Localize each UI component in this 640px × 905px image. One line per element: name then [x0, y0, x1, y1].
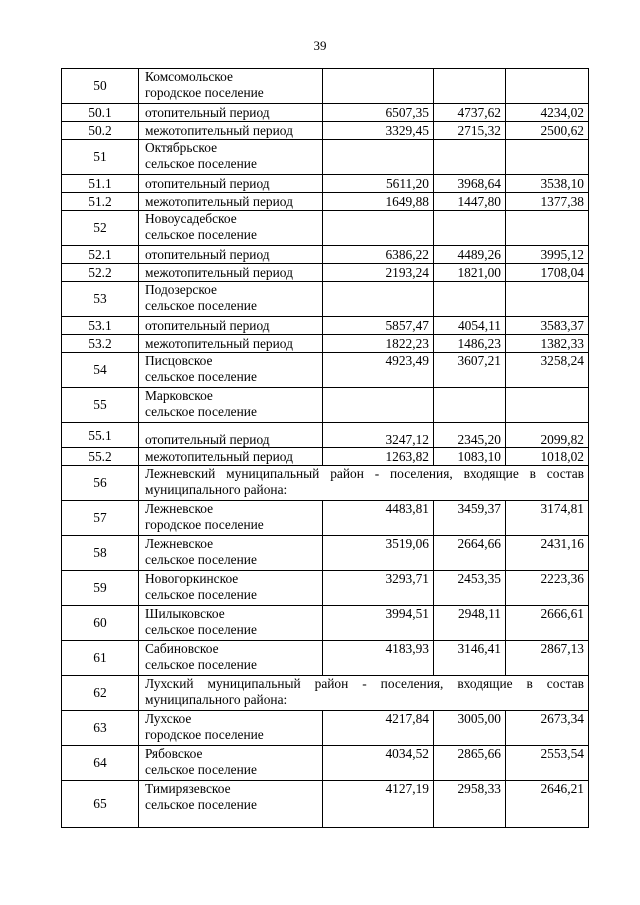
name-line-1: отопительный период [145, 247, 270, 262]
value-cell: 4489,26 [434, 246, 506, 264]
value-cell: 5611,20 [323, 175, 434, 193]
name-line-2: городское поселение [145, 85, 264, 100]
name-line-1: Шилыковское [145, 606, 225, 621]
value-cell: 3258,24 [506, 353, 589, 388]
value-cell: 2867,13 [506, 641, 589, 676]
settlement-name [139, 193, 323, 211]
value-cell [323, 140, 434, 175]
value-cell: 3247,12 [323, 423, 434, 448]
table-row [62, 264, 589, 282]
name-line-2: городское поселение [145, 517, 264, 532]
settlement-name [139, 711, 323, 746]
value-cell: 4034,52 [323, 746, 434, 781]
value-cell: 2664,66 [434, 536, 506, 571]
name-line-1: межотопительный период [145, 336, 293, 351]
value-cell: 1708,04 [506, 264, 589, 282]
value-cell: 6386,22 [323, 246, 434, 264]
value-cell [323, 282, 434, 317]
row-number: 62 [62, 676, 139, 711]
value-cell: 4217,84 [323, 711, 434, 746]
name-line-1: отопительный период [145, 105, 270, 120]
value-cell: 1377,38 [506, 193, 589, 211]
table-row [62, 676, 589, 711]
value-cell: 3329,45 [323, 122, 434, 140]
name-line-1: Рябовское [145, 746, 203, 761]
table-row [62, 746, 589, 781]
row-number: 51.1 [62, 175, 139, 193]
settlement-name [139, 423, 323, 448]
district-heading: Лежневский муниципальный район - поселения, входящие в состав муниципального района: [139, 466, 589, 501]
value-cell: 1382,33 [506, 335, 589, 353]
value-cell: 4483,81 [323, 501, 434, 536]
settlement-name [139, 264, 323, 282]
value-cell: 1083,10 [434, 448, 506, 466]
row-number: 59 [62, 571, 139, 606]
settlement-name [139, 571, 323, 606]
value-cell [323, 388, 434, 423]
table-row [62, 104, 589, 122]
name-line-2: сельское поселение [145, 587, 257, 602]
name-line-1: Новогоркинское [145, 571, 239, 586]
name-line-1: межотопительный период [145, 123, 293, 138]
value-cell: 1822,23 [323, 335, 434, 353]
value-cell: 2553,54 [506, 746, 589, 781]
value-cell: 2223,36 [506, 571, 589, 606]
row-number: 53.1 [62, 317, 139, 335]
name-line-1: межотопительный период [145, 194, 293, 209]
table-row [62, 571, 589, 606]
value-cell: 2958,33 [434, 781, 506, 828]
value-cell: 2453,35 [434, 571, 506, 606]
value-cell [506, 140, 589, 175]
settlement-name [139, 448, 323, 466]
settlement-name [139, 606, 323, 641]
table-row [62, 388, 589, 423]
row-number: 53.2 [62, 335, 139, 353]
value-cell [506, 282, 589, 317]
row-number: 64 [62, 746, 139, 781]
value-cell: 1263,82 [323, 448, 434, 466]
row-number: 56 [62, 466, 139, 501]
value-cell [434, 388, 506, 423]
name-line-1: отопительный период [145, 432, 270, 447]
table-row [62, 122, 589, 140]
row-number: 55.1 [62, 423, 139, 448]
row-number: 52.1 [62, 246, 139, 264]
settlement-name [139, 317, 323, 335]
settlement-name [139, 641, 323, 676]
name-line-2: сельское поселение [145, 156, 257, 171]
value-cell: 2193,24 [323, 264, 434, 282]
value-cell [506, 388, 589, 423]
value-cell: 2666,61 [506, 606, 589, 641]
value-cell: 2865,66 [434, 746, 506, 781]
value-cell: 4054,11 [434, 317, 506, 335]
name-line-1: Лежневское [145, 501, 214, 516]
settlement-name [139, 69, 323, 104]
settlement-name [139, 353, 323, 388]
name-line-2: сельское поселение [145, 762, 257, 777]
row-number: 51.2 [62, 193, 139, 211]
table-row [62, 140, 589, 175]
value-cell: 4183,93 [323, 641, 434, 676]
row-number: 60 [62, 606, 139, 641]
name-line-2: сельское поселение [145, 657, 257, 672]
name-line-2: городское поселение [145, 727, 264, 742]
settlement-name [139, 501, 323, 536]
name-line-1: межотопительный период [145, 449, 293, 464]
value-cell: 3519,06 [323, 536, 434, 571]
row-number: 61 [62, 641, 139, 676]
settlement-name [139, 335, 323, 353]
value-cell: 5857,47 [323, 317, 434, 335]
name-line-1: Комсомольское [145, 69, 233, 84]
value-cell: 4127,19 [323, 781, 434, 828]
name-line-2: сельское поселение [145, 404, 257, 419]
name-line-1: межотопительный период [145, 265, 293, 280]
name-line-2: сельское поселение [145, 298, 257, 313]
name-line-1: Марковское [145, 388, 213, 403]
page-number: 39 [313, 38, 327, 53]
value-cell: 4923,49 [323, 353, 434, 388]
row-number: 58 [62, 536, 139, 571]
value-cell: 2646,21 [506, 781, 589, 828]
settlement-name [139, 122, 323, 140]
value-cell: 3174,81 [506, 501, 589, 536]
row-number: 51 [62, 140, 139, 175]
value-cell: 3968,64 [434, 175, 506, 193]
table-row [62, 211, 589, 246]
value-cell: 1447,80 [434, 193, 506, 211]
table-row [62, 246, 589, 264]
settlement-name [139, 388, 323, 423]
table-row [62, 501, 589, 536]
table-row [62, 641, 589, 676]
table-row [62, 448, 589, 466]
value-cell [323, 211, 434, 246]
value-cell [434, 69, 506, 104]
value-cell: 3607,21 [434, 353, 506, 388]
name-line-2: сельское поселение [145, 369, 257, 384]
table-row [62, 69, 589, 104]
name-line-1: Октябрьское [145, 140, 218, 155]
value-cell [434, 140, 506, 175]
name-line-1: Тимирязевское [145, 781, 231, 796]
settlement-name [139, 282, 323, 317]
table-row [62, 466, 589, 501]
district-heading: Лухский муниципальный район - поселения, входящие в состав муниципального района: [139, 676, 589, 711]
name-line-2: сельское поселение [145, 552, 257, 567]
name-line-2: сельское поселение [145, 227, 257, 242]
value-cell [506, 211, 589, 246]
row-number: 52.2 [62, 264, 139, 282]
table-row [62, 317, 589, 335]
name-line-2: сельское поселение [145, 622, 257, 637]
row-number: 54 [62, 353, 139, 388]
value-cell: 2099,82 [506, 423, 589, 448]
settlement-name [139, 104, 323, 122]
table-row [62, 193, 589, 211]
value-cell: 1486,23 [434, 335, 506, 353]
settlement-name [139, 175, 323, 193]
name-line-2: сельское поселение [145, 797, 257, 812]
name-line-1: Новоусадебское [145, 211, 237, 226]
value-cell: 3146,41 [434, 641, 506, 676]
value-cell: 6507,35 [323, 104, 434, 122]
value-cell [434, 282, 506, 317]
value-cell: 1649,88 [323, 193, 434, 211]
row-number: 50 [62, 69, 139, 104]
name-line-1: отопительный период [145, 318, 270, 333]
value-cell: 3995,12 [506, 246, 589, 264]
settlement-name [139, 746, 323, 781]
row-number: 57 [62, 501, 139, 536]
value-cell: 3538,10 [506, 175, 589, 193]
value-cell: 2948,11 [434, 606, 506, 641]
row-number: 52 [62, 211, 139, 246]
name-line-1: отопительный период [145, 176, 270, 191]
data-table [61, 68, 589, 828]
value-cell: 2673,34 [506, 711, 589, 746]
value-cell: 2431,16 [506, 536, 589, 571]
value-cell [323, 69, 434, 104]
value-cell: 4234,02 [506, 104, 589, 122]
value-cell: 3459,37 [434, 501, 506, 536]
value-cell: 2500,62 [506, 122, 589, 140]
table-row [62, 353, 589, 388]
value-cell: 3293,71 [323, 571, 434, 606]
name-line-1: Писцовское [145, 353, 213, 368]
settlement-name [139, 246, 323, 264]
row-number: 55 [62, 388, 139, 423]
table-row [62, 282, 589, 317]
table-row [62, 536, 589, 571]
value-cell: 1821,00 [434, 264, 506, 282]
name-line-1: Лежневское [145, 536, 214, 551]
table-row [62, 606, 589, 641]
name-line-1: Лухское [145, 711, 192, 726]
row-number: 50.2 [62, 122, 139, 140]
value-cell: 4737,62 [434, 104, 506, 122]
value-cell: 3005,00 [434, 711, 506, 746]
table-row [62, 335, 589, 353]
settlement-name [139, 211, 323, 246]
row-number: 53 [62, 282, 139, 317]
value-cell: 3994,51 [323, 606, 434, 641]
row-number: 55.2 [62, 448, 139, 466]
table-row [62, 711, 589, 746]
name-line-1: Сабиновское [145, 641, 219, 656]
value-cell [506, 69, 589, 104]
value-cell: 2715,32 [434, 122, 506, 140]
settlement-name [139, 140, 323, 175]
row-number: 65 [62, 781, 139, 828]
table-row [62, 423, 589, 448]
settlement-name [139, 781, 323, 828]
settlement-name [139, 536, 323, 571]
name-line-1: Подозерское [145, 282, 217, 297]
value-cell [434, 211, 506, 246]
value-cell: 2345,20 [434, 423, 506, 448]
table-row [62, 781, 589, 828]
value-cell: 3583,37 [506, 317, 589, 335]
value-cell: 1018,02 [506, 448, 589, 466]
table-row [62, 175, 589, 193]
row-number: 50.1 [62, 104, 139, 122]
row-number: 63 [62, 711, 139, 746]
